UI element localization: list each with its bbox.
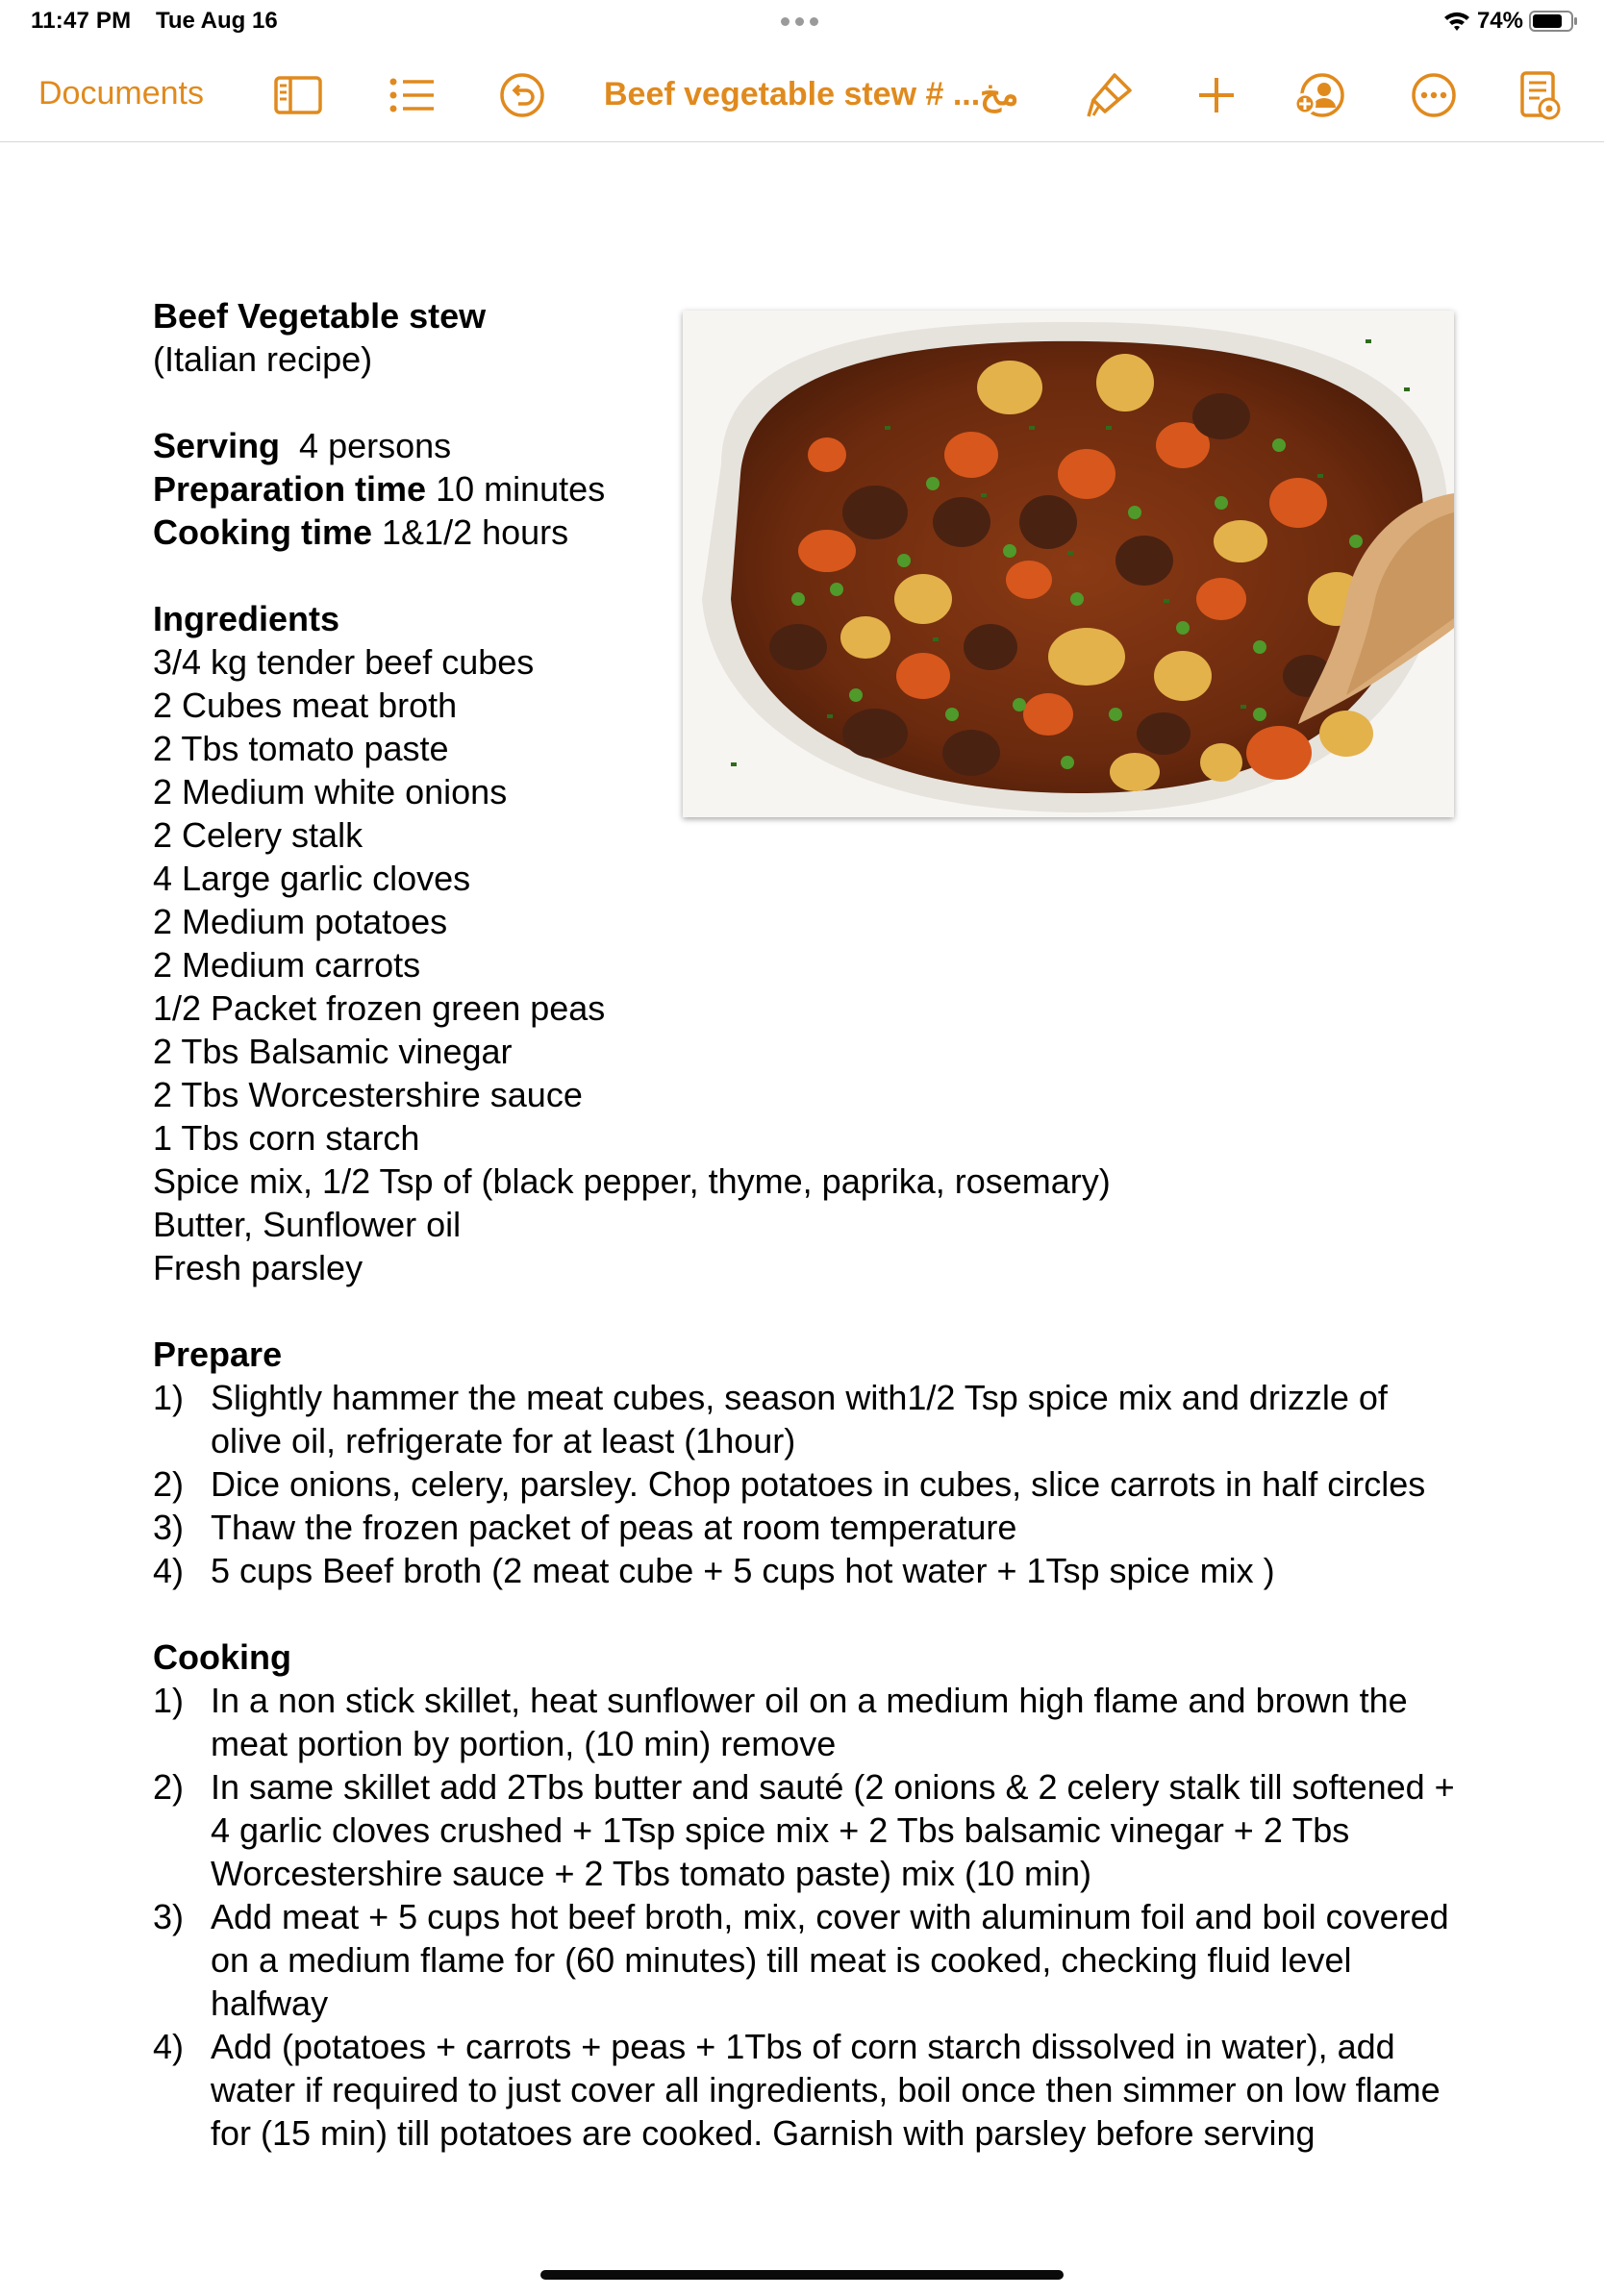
ingredient-item: 2 Celery stalk <box>153 815 363 855</box>
list-icon[interactable] <box>387 69 439 121</box>
step-number: 4) <box>153 1551 185 1590</box>
step-number: 4) <box>153 2027 185 2066</box>
battery-percentage: 74% <box>1476 8 1523 34</box>
home-indicator[interactable] <box>540 2270 1064 2280</box>
prepare-step <box>153 1506 1461 1549</box>
ingredient-item: 2 Medium white onions <box>153 772 508 811</box>
recipe-subtitle: (Italian recipe) <box>153 339 373 379</box>
status-indicators <box>1442 6 1579 37</box>
prepare-steps <box>153 1376 1461 1592</box>
status-date: Tue Aug 16 <box>156 8 278 34</box>
cooking-steps <box>153 1679 1461 2155</box>
serving-value: 4 persons <box>280 426 452 465</box>
step-text: Dice onions, celery, parsley. Chop potatoes in cubes, slice carrots in half circles <box>211 1464 1426 1504</box>
step-number: 2) <box>153 1767 185 1807</box>
prepare-heading: Prepare <box>153 1335 283 1374</box>
document-view-icon[interactable] <box>1514 69 1566 121</box>
cooking-step <box>153 1895 1461 2025</box>
prep-value: 10 minutes <box>426 469 606 509</box>
ingredient-item: Fresh parsley <box>153 1248 363 1287</box>
prepare-step <box>153 1376 1461 1462</box>
step-text: In same skillet add 2Tbs butter and sauté (2 onions & 2 celery stalk till softened + 4 garlic cloves crushed + 1Tsp spice mix + 2 Tbs balsamic vinegar + 2 Tbs Worcestershire sauce + 2 Tbs tomato paste) mix (10 min) <box>211 1767 1455 1893</box>
ingredient-item: 2 Tbs tomato paste <box>153 729 449 768</box>
cooking-step <box>153 1765 1461 1895</box>
ingredient-item: Butter, Sunflower oil <box>153 1205 462 1244</box>
cooking-heading: Cooking <box>153 1637 291 1677</box>
ingredient-item: Spice mix, 1/2 Tsp of (black pepper, thyme, paprika, rosemary) <box>153 1161 1111 1201</box>
status-bar <box>0 0 1604 46</box>
ingredient-item: 3/4 kg tender beef cubes <box>153 642 535 682</box>
collaborate-icon[interactable] <box>1293 69 1345 121</box>
status-time: 11:47 PM <box>31 8 132 34</box>
prepare-step <box>153 1549 1461 1592</box>
ingredient-item: 2 Cubes meat broth <box>153 686 458 725</box>
ingredient-item: 2 Tbs Balsamic vinegar <box>153 1032 513 1071</box>
step-number: 1) <box>153 1378 185 1417</box>
toolbar <box>0 48 1604 142</box>
step-number: 3) <box>153 1897 185 1936</box>
ingredient-item: 2 Tbs Worcestershire sauce <box>153 1075 583 1114</box>
step-text: Add (potatoes + carrots + peas + 1Tbs of corn starch dissolved in water), add water if required to just cover all ingredients, boil once then simmer on low flame for (15 min) till potatoes are cooked. Garnish with parsley before serving <box>211 2027 1441 2153</box>
ingredient-item: 2 Medium carrots <box>153 945 421 985</box>
ingredient-item: 2 Medium potatoes <box>153 902 448 941</box>
wifi-icon <box>1442 9 1471 34</box>
cook-value: 1&1/2 hours <box>372 512 569 552</box>
prepare-step <box>153 1462 1461 1506</box>
prep-label: Preparation time <box>153 469 427 509</box>
undo-icon[interactable] <box>496 69 548 121</box>
battery-icon <box>1529 9 1579 34</box>
serving-label: Serving <box>153 426 281 465</box>
sidebar-icon[interactable] <box>272 69 324 121</box>
ingredient-item: 1/2 Packet frozen green peas <box>153 988 606 1028</box>
step-text: Thaw the frozen packet of peas at room temperature <box>211 1508 1017 1547</box>
documents-button[interactable]: Documents <box>38 75 204 112</box>
step-text: In a non stick skillet, heat sunflower oil on a medium high flame and brown the meat portion by portion, (10 min) remove <box>211 1681 1408 1763</box>
step-text: Add meat + 5 cups hot beef broth, mix, cover with aluminum foil and boil covered on a medium flame for (60 minutes) till meat is cooked, checking fluid level halfway <box>211 1897 1449 2023</box>
ingredient-item: 1 Tbs corn starch <box>153 1118 420 1158</box>
cook-label: Cooking time <box>153 512 373 552</box>
stew-photo[interactable] <box>683 311 1454 817</box>
more-icon[interactable] <box>1408 69 1460 121</box>
multitasking-dots-icon[interactable] <box>781 13 825 25</box>
step-text: 5 cups Beef broth (2 meat cube + 5 cups hot water + 1Tsp spice mix ) <box>211 1551 1275 1590</box>
document-title[interactable]: Beef vegetable stew # ...مخ <box>604 76 1019 112</box>
step-number: 1) <box>153 1681 185 1720</box>
recipe-title: Beef Vegetable stew <box>153 296 487 336</box>
format-brush-icon[interactable] <box>1084 69 1136 121</box>
cooking-step <box>153 2025 1461 2155</box>
plus-icon[interactable] <box>1190 69 1242 121</box>
step-text: Slightly hammer the meat cubes, season with1/2 Tsp spice mix and drizzle of olive oil, refrigerate for at least (1hour) <box>211 1378 1388 1460</box>
ingredients-heading: Ingredients <box>153 599 340 638</box>
step-number: 3) <box>153 1508 185 1547</box>
step-number: 2) <box>153 1464 185 1504</box>
ingredient-item: 4 Large garlic cloves <box>153 859 471 898</box>
cooking-step <box>153 1679 1461 1765</box>
